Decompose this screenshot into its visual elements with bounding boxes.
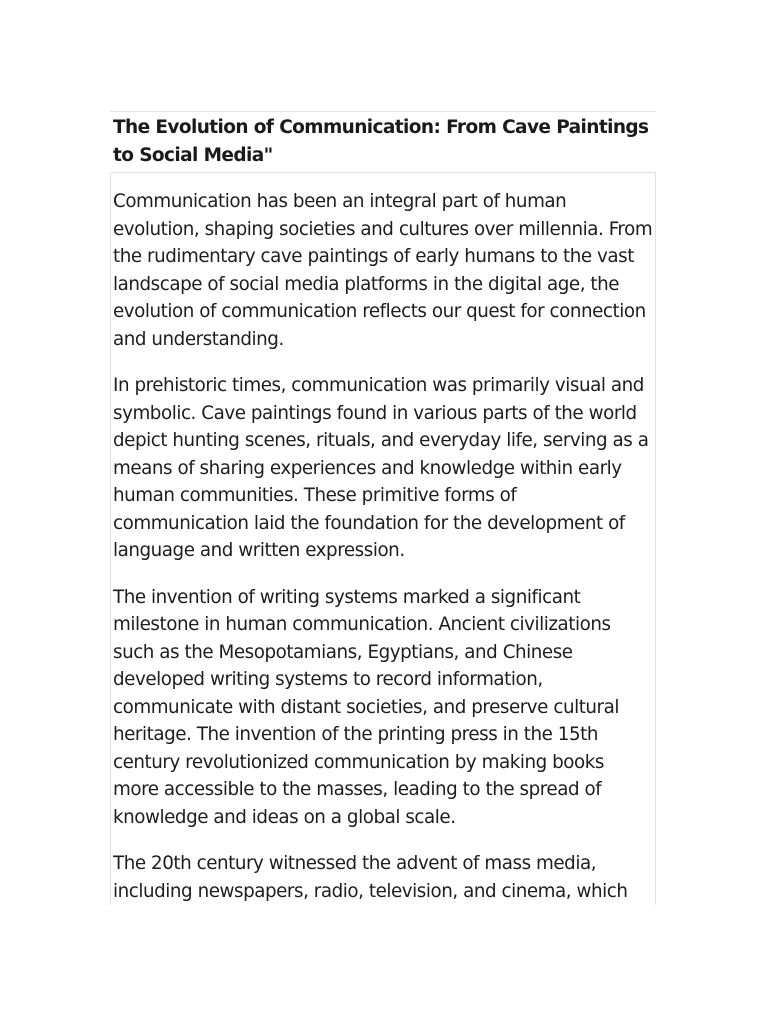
paragraph-mass-media: The 20th century witnessed the advent of mass media, including newspapers, radio, television, and cinema, which	[113, 853, 628, 902]
document-title: The Evolution of Communication: From Cave Paintings to Social Media"	[110, 111, 656, 173]
paragraph-intro: Communication has been an integral part of human evolution, shaping societies and cultures over millennia. From the rudimentary cave paintings of early humans to the vast landscape of social media platforms in the digital age, the evolution of communication reflects our quest for connection and understanding.	[113, 191, 653, 350]
paragraph-prehistoric: In prehistoric times, communication was primarily visual and symbolic. Cave paintings found in various parts of the world depict hunting scenes, rituals, and everyday life, serving as a means of sharing experiences and knowledge within early human communities. These primitive forms of communication laid the foundation for the development of language and written expression.	[113, 375, 649, 561]
paragraph-writing-systems: The invention of writing systems marked a significant milestone in human communication. Ancient civilizations such as the Mesopotamians, Egyptians, and Chinese developed writing systems to record information, communicate with distant societies, and preserve cultural heritage. The invention of the printing press in the 15th century revolutionized communication by making books more accessible to the masses, leading to the spread of knowledge and ideas on a global scale.	[113, 586, 620, 828]
document-body	[113, 188, 654, 905]
